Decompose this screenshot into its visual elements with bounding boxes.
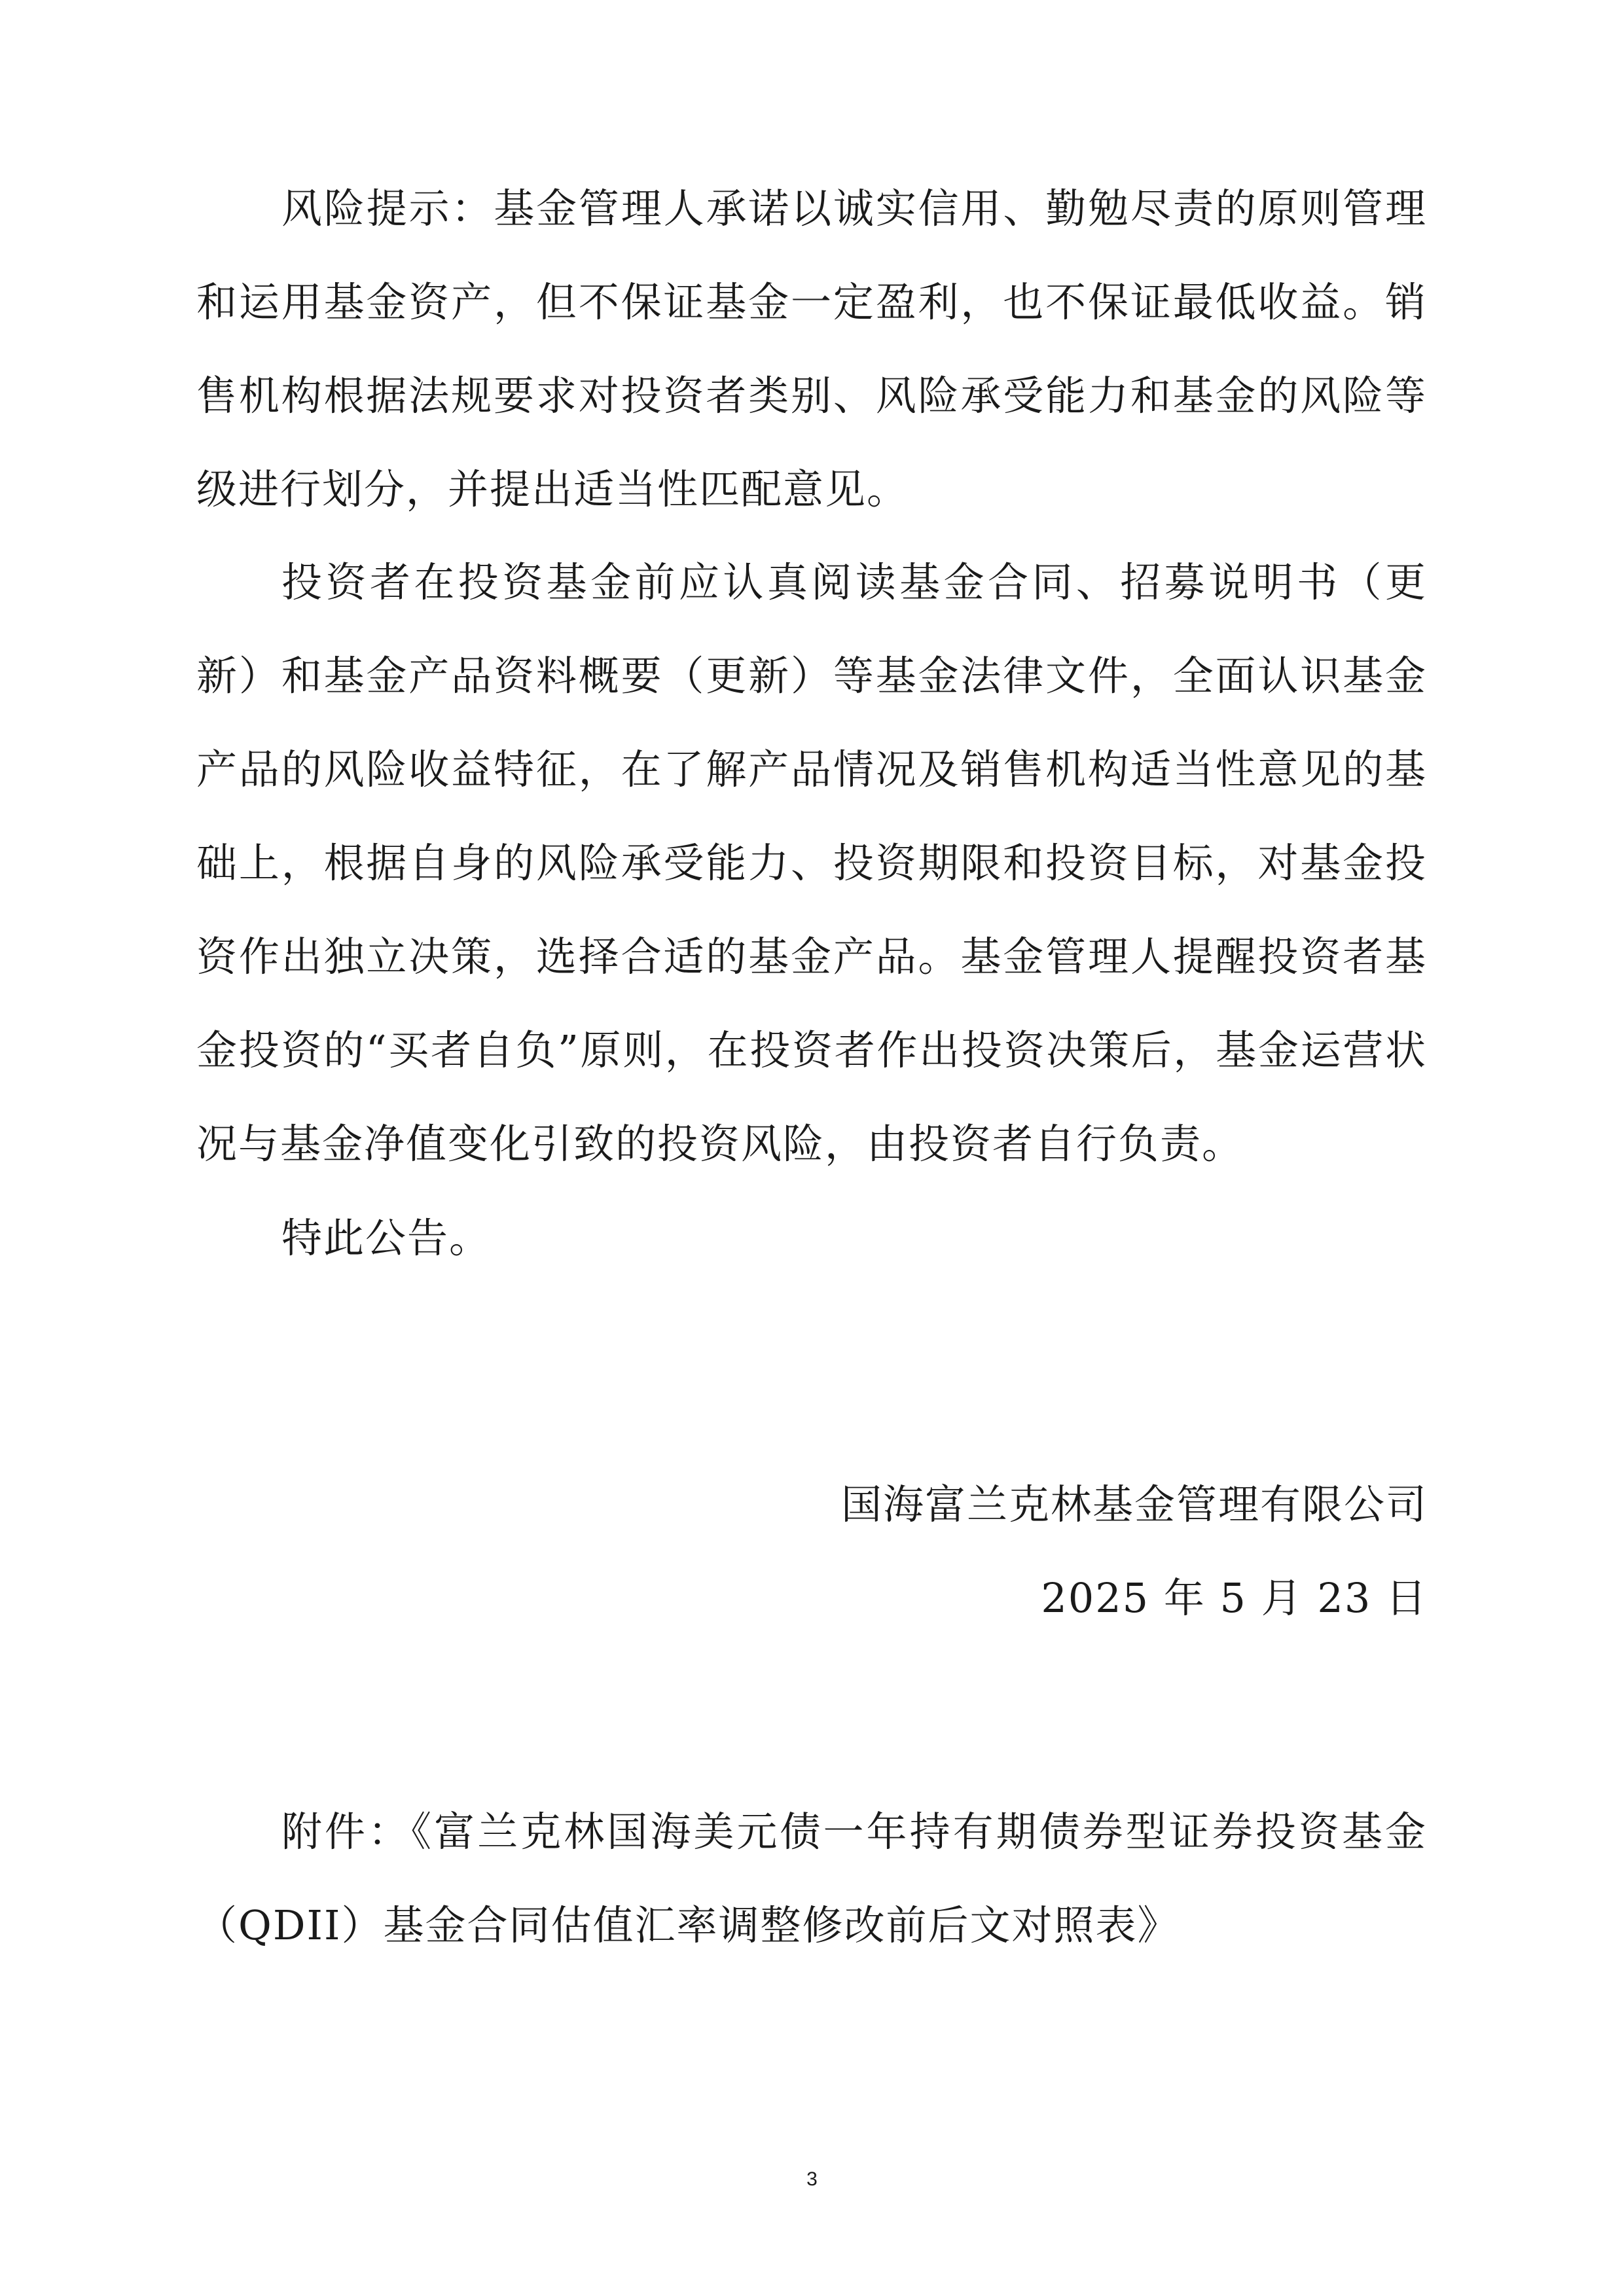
- signature-date: 2025 年 5 月 23 日: [1041, 1574, 1428, 1622]
- risk-notice-block: [196, 162, 1427, 536]
- investor-notice-paragraph: 投资者在投资基金前应认真阅读基金合同、招募说明书（更新）和基金产品资料概要（更新）等基金法律文件，全面认识基金产品的风险收益特征，在了解产品情况及销售机构适当性意见的基础上，根据自身的风险承受能力、投资期限和投资目标，对基金投资作出独立决策，选择合适的基金产品。基金管理人提醒投资者基金投资的“买者自负”原则，在投资者作出投资决策后，基金运营状况与基金净值变化引致的投资风险，由投资者自行负责。: [196, 558, 1427, 1168]
- risk-notice-paragraph: 风险提示：基金管理人承诺以诚实信用、勤勉尽责的原则管理和运用基金资产，但不保证基金一定盈利，也不保证最低收益。销售机构根据法规要求对投资者类别、风险承受能力和基金的风险等级进行划分，并提出适当性匹配意见。: [196, 185, 1427, 513]
- closing-block: [196, 1191, 1427, 1285]
- closing-paragraph: 特此公告。: [281, 1214, 492, 1262]
- attachment-block: [196, 1785, 1427, 1972]
- investor-notice-block: [196, 535, 1427, 1191]
- attachment-paragraph: 附件：《富兰克林国海美元债一年持有期债券型证券投资基金（QDII）基金合同估值汇率调整修改前后文对照表》: [196, 1808, 1427, 1949]
- signature-company: 国海富兰克林基金管理有限公司: [840, 1480, 1428, 1528]
- page-number: 3: [806, 2168, 818, 2190]
